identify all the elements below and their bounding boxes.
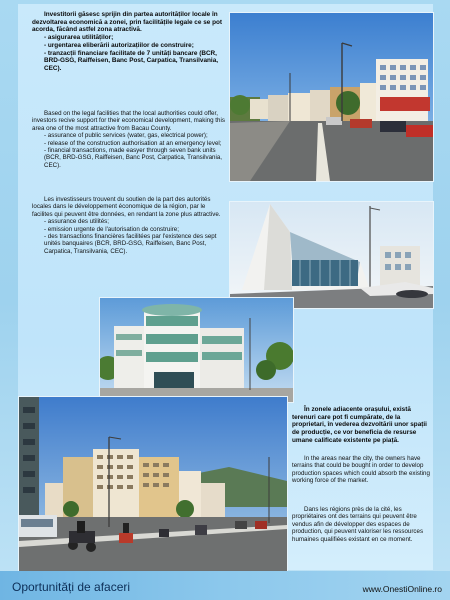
glass-office-building-photo bbox=[99, 297, 294, 403]
french-zone-text: Dans les régions près de la cité, les propriétaires ont des terrains qui peuvent être vendus afin de développer des espaces de production, qui peuvent valoriser les ressources humaines qualifiées existant en ce moment. bbox=[292, 506, 424, 543]
english-intro-block bbox=[32, 110, 226, 169]
footer-title: Oportunități de afaceri bbox=[12, 580, 131, 594]
street-boulevard-image bbox=[230, 13, 433, 181]
romanian-zone-text: În zonele adiacente orașului, există terenuri care pot fi cumpărate, de la proprietari, în vederea dezvoltării unor spații de producție, ce vor beneficia de resurse umane calificate existente pe piață. bbox=[292, 406, 427, 444]
french-item: - des transactions financières facilitées par l'existence des sept unités banquaires (BCR, BRD-GSG, Raiffeisen, Banc Post, Carpatica, Transilvania, CEC). bbox=[44, 233, 217, 255]
romanian-item: - urgentarea eliberării autorizațiilor de construire; bbox=[44, 41, 194, 49]
modern-bank-building-image bbox=[230, 202, 433, 308]
website-link[interactable]: www.OnestiOnline.ro bbox=[362, 584, 442, 594]
french-intro: Les investisseurs trouvent du soutien de la part des autorités locales dans le développement économique de la région, par le facilites qui peuvent être données, en rendant la zone plus attractive. bbox=[32, 196, 221, 218]
romanian-intro-block bbox=[32, 11, 226, 73]
french-intro-block bbox=[32, 196, 226, 255]
english-item: - assurance of public services (water, gas, electrical power); bbox=[44, 132, 208, 140]
city-traffic-image bbox=[19, 397, 287, 572]
modern-bank-building-photo bbox=[229, 201, 434, 309]
french-zone-block bbox=[292, 506, 430, 543]
french-item: - assurance des utilités; bbox=[44, 218, 109, 226]
romanian-item: - asigurarea utilităților; bbox=[44, 34, 114, 42]
french-item: - emission urgente de l'autorisation de construire; bbox=[44, 225, 179, 233]
english-zone-text: In the areas near the city, the owners have terrains that could be bought in order to develop production spaces which could absorb the existing working force of the market. bbox=[292, 455, 430, 485]
footer-bar bbox=[0, 571, 450, 600]
english-intro: Based on the legal facilities that the local authorities could offer, investors recive support for their economical development, making this area one of the most attractive from Bacau County. bbox=[32, 110, 225, 132]
english-item: - release of the construction authorisation at an emergency level; bbox=[44, 139, 222, 147]
romanian-intro: Investitorii găsesc sprijin din partea autorităților locale în dezvoltarea economică a zonei, prin facilitățile legale ce se pot acorda, făcând astfel zona atractivă. bbox=[32, 11, 223, 34]
glass-office-building-image bbox=[100, 298, 293, 402]
city-traffic-photo bbox=[18, 396, 288, 573]
romanian-item: - tranzacții financiare facilitate de 7 unități bancare (BCR, BRD-GSG, Raiffeisen, Banc Post, Carpatica, Transilvania, CEC). bbox=[44, 49, 219, 72]
english-zone-block bbox=[292, 455, 430, 485]
romanian-zone-block bbox=[292, 406, 430, 445]
street-boulevard-photo bbox=[229, 12, 434, 182]
english-item: - financial transactions, made easyer through seven bank units (BCR, BRD-GSG, Raiffeisen, Banc Post, Carpatica, Transilvania, CEC). bbox=[44, 147, 223, 169]
